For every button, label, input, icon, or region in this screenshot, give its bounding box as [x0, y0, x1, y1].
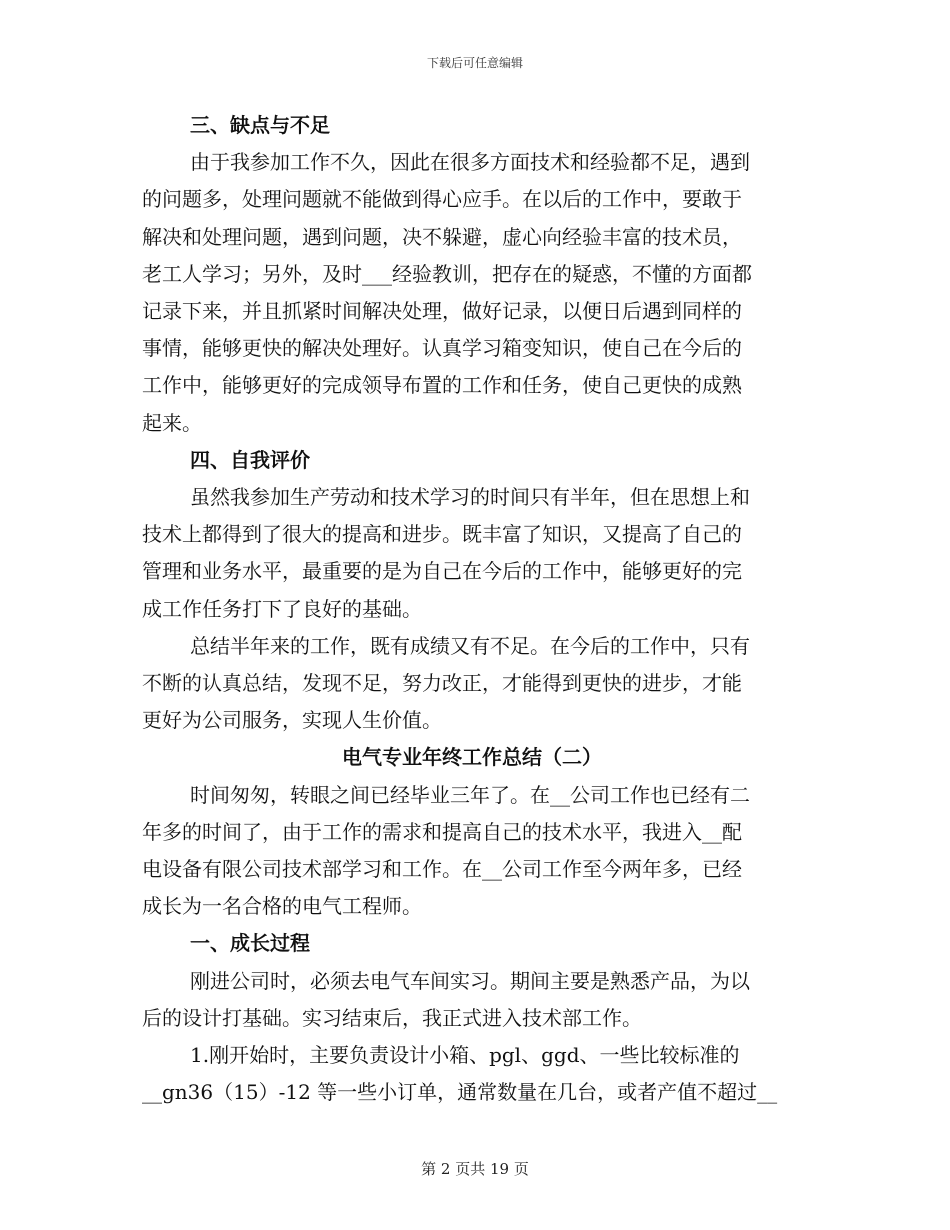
- paragraph-line: 刚进公司时，必须去电气车间实习。期间主要是熟悉产品，为以: [190, 968, 750, 993]
- paragraph-line: 起来。: [142, 410, 202, 435]
- document-title: 电气专业年终工作总结（二）: [342, 745, 602, 770]
- section-heading-self-evaluation: 四、自我评价: [190, 447, 310, 472]
- paragraph-line: 成工作任务打下了良好的基础。: [142, 596, 422, 621]
- paragraph-line: 的问题多，处理问题就不能做到得心应手。在以后的工作中，要敢于: [142, 187, 742, 212]
- paragraph-line: 老工人学习；另外，及时___经验教训，把存在的疑惑，不懂的方面都: [142, 261, 752, 286]
- page-footer: 第 2 页共 19 页: [421, 1160, 529, 1178]
- paragraph-line: 不断的认真总结，发现不足，努力改正，才能得到更快的进步，才能: [142, 671, 742, 696]
- paragraph-line: 后的设计打基础。实习结束后，我正式进入技术部工作。: [142, 1005, 642, 1030]
- paragraph-line: 由于我参加工作不久，因此在很多方面技术和经验都不足，遇到: [190, 150, 750, 175]
- page-header: 下载后可任意编辑: [426, 56, 523, 70]
- paragraph-line: 电设备有限公司技术部学习和工作。在__公司工作至今两年多，已经: [142, 857, 742, 882]
- paragraph-line: 时间匆匆，转眼之间已经毕业三年了。在__公司工作也已经有二: [190, 782, 750, 807]
- paragraph-line: 1.刚开始时，主要负责设计小箱、pgl、ggd、一些比较标准的: [190, 1043, 740, 1068]
- paragraph-line: 解决和处理问题，遇到问题，决不躲避，虚心向经验丰富的技术员，: [142, 224, 742, 249]
- paragraph-line: 更好为公司服务，实现人生价值。: [142, 708, 442, 733]
- paragraph-line: 技术上都得到了很大的提高和进步。既丰富了知识，又提高了自己的: [142, 522, 742, 547]
- paragraph-line: 事情，能够更快的解决处理好。认真学习箱变知识，使自己在今后的: [142, 336, 742, 361]
- paragraph-line: 管理和业务水平，最重要的是为自己在今后的工作中，能够更好的完: [142, 559, 742, 584]
- document-body: [142, 107, 802, 1111]
- paragraph-line: __gn36（15）-12 等一些小订单，通常数量在几台，或者产值不超过__: [142, 1080, 778, 1105]
- paragraph-line: 成长为一名合格的电气工程师。: [142, 894, 422, 919]
- paragraph-line: 年多的时间了，由于工作的需求和提高自己的技术水平，我进入__配: [142, 819, 742, 844]
- section-heading-growth: 一、成长过程: [190, 931, 310, 956]
- paragraph-line: 虽然我参加生产劳动和技术学习的时间只有半年，但在思想上和: [190, 485, 750, 510]
- paragraph-line: 总结半年来的工作，既有成绩又有不足。在今后的工作中，只有: [190, 633, 750, 658]
- section-heading-shortcomings: 三、缺点与不足: [190, 113, 330, 137]
- paragraph-line: 工作中，能够更好的完成领导布置的工作和任务，使自己更快的成熟: [142, 373, 742, 398]
- paragraph-line: 记录下来，并且抓紧时间解决处理，做好记录，以便日后遇到同样的: [142, 299, 742, 324]
